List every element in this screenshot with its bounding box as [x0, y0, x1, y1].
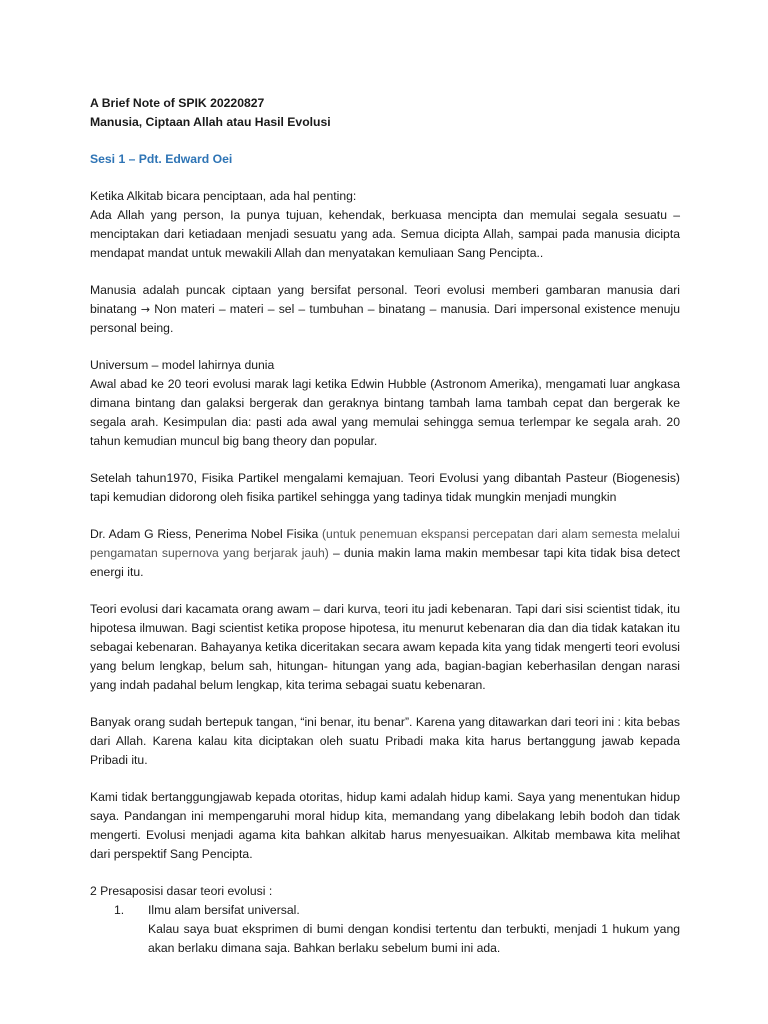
- para2-text-b: Non materi – materi – sel – tumbuhan – binatang – manusia. Dari impersonal existence menuju personal being.: [90, 302, 680, 335]
- list-intro: 2 Presaposisi dasar teori evolusi :: [90, 884, 273, 898]
- list-item-head: Ilmu alam bersifat universal.: [148, 903, 300, 917]
- para-riess: [90, 525, 680, 582]
- list-item: [90, 901, 680, 958]
- doc-title-line1: A Brief Note of SPIK 20220827: [90, 96, 265, 110]
- presupposition-list: [90, 901, 680, 958]
- universe-body: Awal abad ke 20 teori evolusi marak lagi ketika Edwin Hubble (Astronom Amerika), mengamati luar angkasa dimana bintang dan galaksi bergerak dan geraknya bintang tambah lama tambah cepat dan bergerak ke segala arah. Kesimpulan dia: pasti ada awal yang memulai sehingga semua terlempar ke segala arah. 20 tahun kemudian muncul big bang theory dan popular.: [90, 377, 680, 448]
- list-item-body: Kalau saya buat eksprimen di bumi dengan kondisi tertentu dan terbukti, menjadi 1 hukum yang akan berlaku dimana saja. Bahkan berlaku sebelum bumi ini ada.: [148, 922, 680, 955]
- para1-body: Ada Allah yang person, Ia punya tujuan, kehendak, berkuasa mencipta dan memulai segala sesuatu – menciptakan dari ketiadaan menjadi sesuatu yang ada. Semua dicipta Allah, sampai pada manusia dicipta mendapat mandat untuk mewakili Allah dan menyatakan kemuliaan Sang Pencipta..: [90, 208, 680, 260]
- para1-lead: Ketika Alkitab bicara penciptaan, ada hal penting:: [90, 189, 357, 203]
- riess-parenthetical: (untuk penemuan ekspansi percepatan dari alam semesta melalui pengamatan supernova yang berjarak jauh): [90, 527, 681, 560]
- riess-text-a: Dr. Adam G Riess, Penerima Nobel Fisika: [90, 527, 319, 541]
- para-awam: Teori evolusi dari kacamata orang awam – dari kurva, teori itu jadi kebenaran. Tapi dari sisi scientist tidak, itu hipotesa ilmuwan. Bagi scientist ketika propose hipotesa, itu menurut kebenaran dia dan dia tidak katakan itu sebagai kebenaran. Bahayanya ketika diceritakan secara awam kepada kita yang tidak mengerti teori evolusi yang belum lengkap, belum sah, hitungan- hitungan yang ada, bagian-bagian keberhasilan dengan narasi yang indah padahal belum lengkap, kita terima sebagai suatu kebenaran.: [90, 602, 680, 692]
- session-heading: Sesi 1 – Pdt. Edward Oei: [90, 152, 233, 166]
- para2-text-a: Manusia adalah puncak ciptaan yang bersifat personal. Teori evolusi memberi gambaran manusia dari binatang: [90, 283, 680, 316]
- para-particle: Setelah tahun1970, Fisika Partikel mengalami kemajuan. Teori Evolusi yang dibantah Pasteur (Biogenesis) tapi kemudian didorong oleh fisika partikel sehingga yang tadinya tidak mungkin menjadi mungkin: [90, 471, 680, 504]
- para-otoritas: Kami tidak bertanggungjawab kepada otoritas, hidup kami adalah hidup kami. Saya yang menentukan hidup saya. Pandangan ini mempengaruhi moral hidup kita, memandang yang dibelakang lebih bodoh dan tidak mengerti. Evolusi menjadi agama kita bahkan alkitab harus menyesuaikan. Alkitab membawa kita melihat dari perspektif Sang Pencipta.: [90, 790, 680, 861]
- list-item-content: [148, 901, 680, 958]
- list-item-number: 1.: [114, 903, 125, 917]
- arrow-right-icon: →: [140, 303, 151, 316]
- doc-title-line2: Manusia, Ciptaan Allah atau Hasil Evolusi: [90, 115, 331, 129]
- para-tepuk: Banyak orang sudah bertepuk tangan, “ini benar, itu benar”. Karena yang ditawarkan dari teori ini : kita bebas dari Allah. Karena kalau kita diciptakan oleh suatu Pribadi maka kita harus bertanggung jawab kepada Pribadi itu.: [90, 715, 680, 767]
- riess-text-b: – dunia makin lama makin membesar tapi kita tidak bisa detect energi itu.: [90, 546, 680, 579]
- para2: [90, 281, 680, 338]
- universe-heading: Universum – model lahirnya dunia: [90, 358, 275, 372]
